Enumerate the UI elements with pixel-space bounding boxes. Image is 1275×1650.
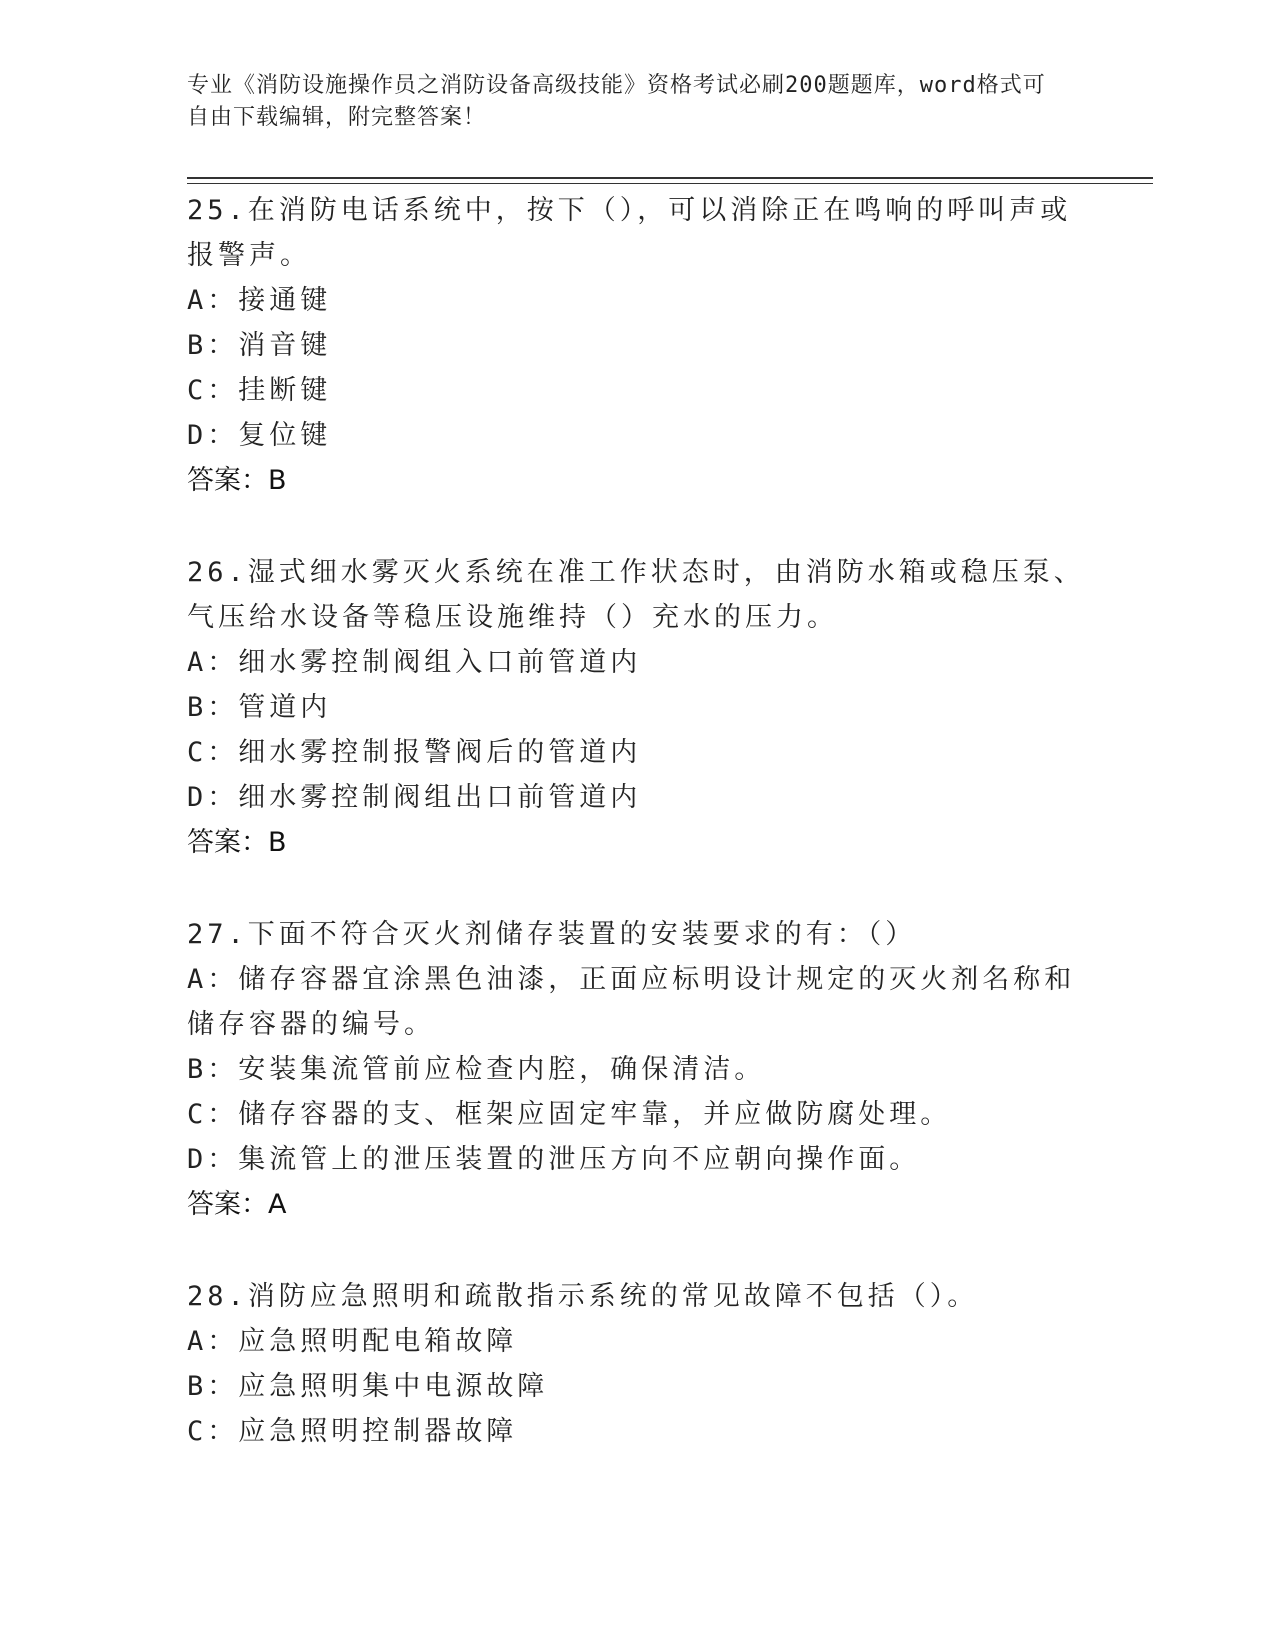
option-c: C：细水雾控制报警阀后的管道内	[187, 737, 642, 768]
question-25	[187, 188, 1087, 503]
document-header: 专业《消防设施操作员之消防设备高级技能》资格考试必刷200题题库，word格式可自由下载编辑，附完整答案！	[187, 73, 1046, 130]
option-b: B：消音键	[187, 330, 332, 361]
option-a: A：细水雾控制阀组入口前管道内	[187, 647, 642, 678]
option-d: D：细水雾控制阀组出口前管道内	[187, 782, 642, 813]
question-text: 26.湿式细水雾灭火系统在准工作状态时，由消防水箱或稳压泵、气压给水设备等稳压设施维持（）充水的压力。	[187, 557, 1085, 633]
option-c: C：储存容器的支、框架应固定牢靠，并应做防腐处理。	[187, 1099, 952, 1130]
question-text: 25.在消防电话系统中，按下（），可以消除正在鸣响的呼叫声或报警声。	[187, 195, 1072, 271]
option-b: B：管道内	[187, 692, 332, 723]
question-list	[187, 188, 1087, 1454]
option-a: A：应急照明配电箱故障	[187, 1326, 518, 1357]
question-text: 27.下面不符合灭火剂储存装置的安装要求的有：（）	[187, 919, 917, 950]
answer: 答案：B	[187, 827, 287, 858]
option-a: A：储存容器宜涂黑色油漆，正面应标明设计规定的灭火剂名称和储存容器的编号。	[187, 964, 1076, 1040]
answer: 答案：A	[187, 1189, 287, 1220]
question-spacer	[187, 1227, 1087, 1274]
question-28	[187, 1274, 1087, 1454]
option-c: C：应急照明控制器故障	[187, 1416, 518, 1447]
option-b: B：应急照明集中电源故障	[187, 1371, 549, 1402]
option-a: A：接通键	[187, 285, 332, 316]
header-divider-bottom	[187, 183, 1153, 184]
option-b: B：安装集流管前应检查内腔，确保清洁。	[187, 1054, 766, 1085]
question-26	[187, 550, 1087, 865]
option-d: D：集流管上的泄压装置的泄压方向不应朝向操作面。	[187, 1144, 921, 1175]
header-divider-top	[187, 177, 1153, 179]
question-spacer	[187, 865, 1087, 912]
option-d: D：复位键	[187, 420, 332, 451]
question-text: 28.消防应急照明和疏散指示系统的常见故障不包括（）。	[187, 1281, 979, 1312]
answer: 答案：B	[187, 465, 287, 496]
option-c: C：挂断键	[187, 375, 332, 406]
question-27	[187, 912, 1087, 1227]
question-spacer	[187, 503, 1087, 550]
